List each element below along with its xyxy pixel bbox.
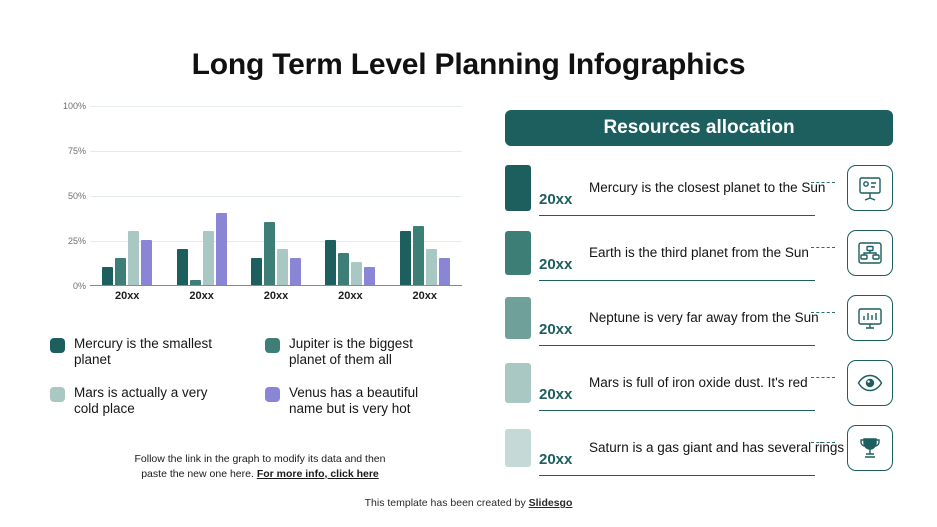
resource-rows [505,160,893,476]
trophy-icon[interactable] [847,425,893,471]
resources-allocation-panel [505,110,893,476]
row-underline [539,215,815,217]
more-info-link[interactable]: For more info, click here [256,467,379,480]
eye-icon[interactable] [847,360,893,406]
y-tick-label: 25% [67,236,86,246]
y-tick-label: 50% [67,191,86,201]
legend-swatch-icon [50,387,65,402]
row-text: Mars is full of iron oxide dust. It's red [589,374,808,390]
row-bar [505,231,531,275]
bar-groups [90,106,462,285]
row-text: Earth is the third planet from the Sun [589,244,809,260]
page-title: Long Term Level Planning Infographics [191,48,746,81]
bar-chart [52,101,462,302]
resource-row[interactable] [505,225,893,281]
bar-chart-screen-icon[interactable] [847,295,893,341]
legend-item-label: Jupiter is the biggest planet of them all [289,336,413,368]
bar [216,213,227,285]
bar [338,253,349,285]
plot-area [90,106,462,286]
bar [351,262,362,285]
row-bar [505,297,531,339]
x-tick-label: 20xx [263,290,289,302]
y-tick-label: 0% [72,281,86,291]
legend-swatch-icon [265,387,280,402]
dashed-connector [811,312,835,313]
chart-legend [50,336,470,418]
resource-row[interactable] [505,160,893,216]
legend-item-label: Mars is actually a very cold place [74,384,208,417]
legend-item-label: Venus has a beautiful name but is very hot [289,384,419,417]
row-year: 20xx [539,451,573,468]
row-bar [505,363,531,403]
bar [439,258,450,285]
bar [128,231,139,285]
dashed-connector [811,377,835,378]
y-tick-label: 75% [67,146,86,156]
bar-group [325,106,375,285]
dashed-connector [811,247,835,248]
row-underline [539,280,815,282]
row-text: Neptune is very far away from the Sun [589,309,819,325]
bar [141,240,152,285]
bar-group [177,106,227,285]
row-year: 20xx [539,191,573,208]
legend-item [265,336,470,369]
x-tick-label: 20xx [338,290,363,302]
row-bar [505,165,531,211]
bar [426,249,437,285]
row-year: 20xx [539,321,573,338]
y-tick-label: 100% [62,101,86,111]
bar [290,258,301,285]
legend-swatch-icon [265,338,280,353]
bar-group [251,106,301,285]
resource-row[interactable] [505,355,893,411]
resource-row[interactable] [505,420,893,476]
row-underline [539,410,815,412]
bar [251,258,262,285]
dashed-connector [811,182,835,183]
legend-swatch-icon [50,338,65,353]
panel-header: Resources allocation [505,110,893,146]
slidesgo-link[interactable]: Slidesgo [528,497,573,509]
presentation-board-icon[interactable] [847,165,893,211]
row-year: 20xx [539,386,573,403]
bar [177,249,188,285]
row-text: Mercury is the closest planet to the Sun [589,179,826,195]
bar [325,240,336,285]
legend-item [50,336,255,369]
bar [203,231,214,285]
bar [102,267,113,285]
graph-instructions [60,452,460,481]
bar-group [400,106,450,285]
row-bar [505,429,531,467]
row-text: Saturn is a gas giant and has several rings [589,439,845,455]
bar [115,258,126,285]
x-tick-label: 20xx [114,290,140,302]
bar [400,231,411,285]
graph-instructions-line2: paste the new one here. [141,467,257,480]
graph-instructions-line1: Follow the link in the graph to modify its data and then [134,453,386,465]
dashed-connector [811,442,835,443]
credit-text: This template has been created by [364,497,529,509]
x-tick-label: 20xx [412,290,437,302]
row-underline [539,345,815,347]
bar [264,222,275,285]
x-tick-label: 20xx [189,290,214,302]
row-year: 20xx [539,256,573,273]
legend-item-label: Mercury is the smallest planet [74,336,213,368]
resource-row[interactable] [505,290,893,346]
legend-item [265,385,470,418]
bar [277,249,288,285]
y-axis-tick-labels [52,101,86,291]
bar [364,267,375,285]
bar [190,280,201,285]
row-underline [539,475,815,477]
bar [413,226,424,285]
x-axis-tick-labels [90,290,462,302]
legend-item [50,385,255,418]
org-chart-icon[interactable] [847,230,893,276]
bar-group [102,106,152,285]
template-credit [0,497,937,509]
